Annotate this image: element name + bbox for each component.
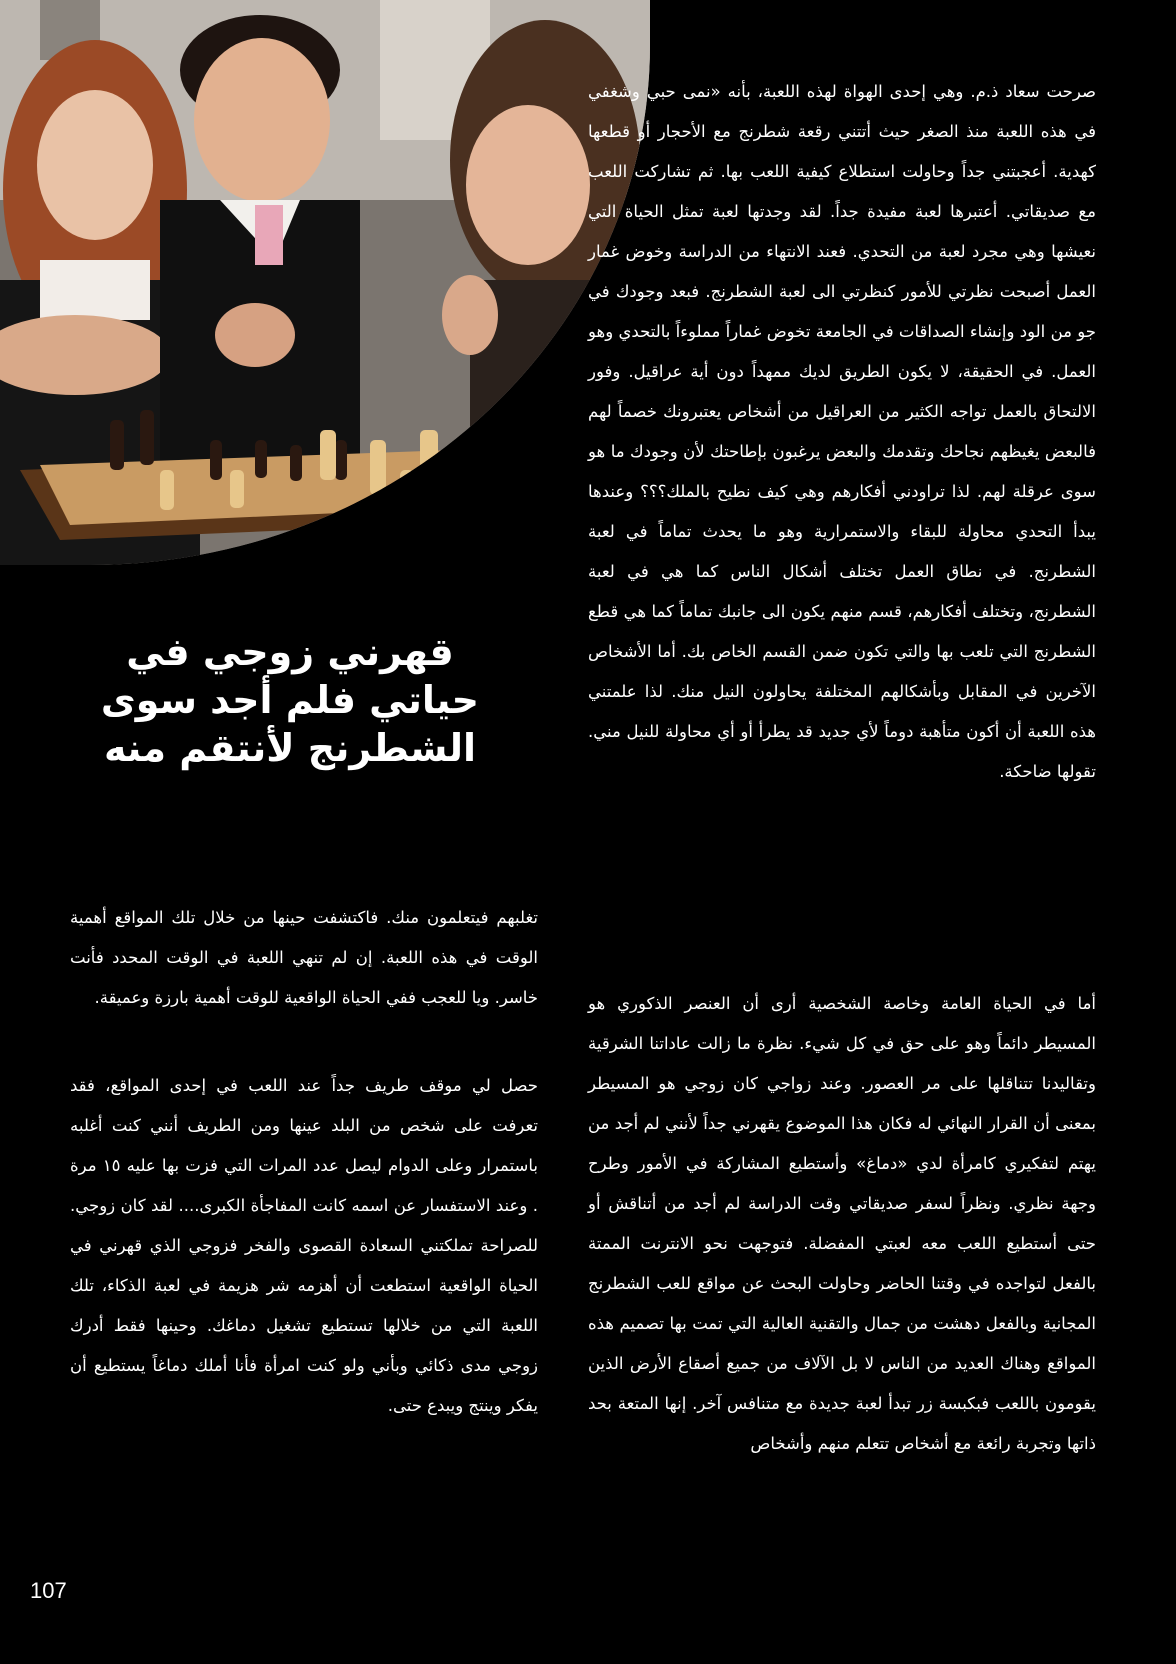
- article-left-column-1: تغلبهم فيتعلمون منك. فاكتشفت حينها من خلال تلك المواقع أهمية الوقت في هذه اللعبة. إن لم تنهي اللعبة في الوقت المحدد فأنت خاسر. ويا للعجب ففي الحياة الواقعية للوقت أهمية بارزة وعميقة.: [70, 908, 538, 1007]
- photo-illustration: [0, 0, 650, 565]
- article-headline: قهرني زوجي في حياتي فلم أجد سوى الشطرنج لأنتقم منه: [100, 630, 480, 770]
- page-number: 107: [30, 1578, 67, 1603]
- article-left-column-2: حصل لي موقف طريف جداً عند اللعب في إحدى المواقع، فقد تعرفت على شخص من البلد عينها ومن الطريف أنني كنت أغلبه باستمرار وعلى الدوام ليصل عدد المرات التي فزت بها عليه ١٥ مرة . وعند الاستفسار عن اسمه كانت المفاجأة الكبرى.... لقد كان زوجي. للصراحة تملكتني السعادة القصوى والفخر فزوجي الذي قهرني في الحياة الواقعية استطعت أن أهزمه شر هزيمة في لعبة الذكاء، تلك اللعبة التي من خلالها تستطيع تشغيل دماغك. وحينها فقط أدرك زوجي مدى ذكائي وبأني ولو كنت امرأة فأنا أملك دماغاً يستطيع أن يفكر وينتج ويبدع حتى.: [70, 1076, 538, 1415]
- chess-players-photo: [0, 0, 650, 565]
- article-right-column-1: صرحت سعاد ذ.م. وهي إحدى الهواة لهذه اللعبة، بأنه «نمى حبي وشغفي في هذه اللعبة منذ الصغر حيث أتتني رقعة شطرنج مع الأحجار أو قطعها كهدية. أعجبتني جداً وحاولت استطلاع كيفية اللعب بها. ثم تشاركت اللعب مع صديقاتي. أعتبرها لعبة مفيدة جداً. لقد وجدتها لعبة تمثل الحياة التي نعيشها وهي مجرد لعبة من التحدي. فعند الانتهاء من الدراسة وخوض غمار العمل أصبحت نظرتي للأمور كنظرتي الى لعبة الشطرنج. فبعد وجودك في جو من الود وإنشاء الصداقات في الجامعة تخوض غماراً مملوءاً بالتحدي وهو العمل. في الحقيقة، لا يكون الطريق لديك ممهداً دون أية عراقيل. وفور الالتحاق بالعمل تواجه الكثير من العراقيل من أشخاص يعتبرونك خصماً لهم فالبعض يغيظهم نجاحك وتقدمك والبعض يرغبون بإطاحتك لأن وجودك ما هو سوى عرقلة لهم. لذا تراودني أفكارهم وهي كيف نطيح بالملك؟؟؟ وعندها يبدأ التحدي محاولة للبقاء والاستمرارية وهو ما يحدث تماماً في لعبة الشطرنج. في نطاق العمل تختلف أشكال الناس كما هي في لعبة الشطرنج، وتختلف أفكارهم، قسم منهم يكون الى جانبك تماماً كما هي قطع الشطرنج التي تلعب بها والتي تكون ضمن القسم الخاص بك. أما الأشخاص الآخرين في المقابل وبأشكالهم المختلفة يحاولون النيل منك. لذا علمتني هذه اللعبة أن أكون متأهبة دوماً لأي جديد قد يطرأ أو أي محاولة للنيل مني. تقولها ضاحكة.: [588, 82, 1096, 781]
- article-right-column-2: أما في الحياة العامة وخاصة الشخصية أرى أن العنصر الذكوري هو المسيطر دائماً وهو على حق في كل شيء. نظرة ما زالت عاداتنا الشرقية وتقاليدنا تتناقلها على مر العصور. وعند زواجي كان زوجي هو المسيطر بمعنى أن القرار النهائي له فكان هذا الموضوع يقهرني جداً لأنني لم أجد من يهتم لتفكيري كامرأة لدي «دماغ» وأستطيع المشاركة في الأمور وطرح وجهة نظري. ونظراً لسفر صديقاتي وقت الدراسة لم أجد من أتناقش أو حتى أستطيع اللعب معه لعبتي المفضلة. فتوجهت نحو الانترنت الممتة بالفعل لتواجده في وقتنا الحاضر وحاولت البحث عن مواقع للعب الشطرنج المجانية وبالفعل دهشت من جمال والتقنية العالية التي تمت بها تصميم هذه المواقع وهناك العديد من الناس لا بل الآلاف من جميع أصقاع الأرض الذين يقومون باللعب فبكبسة زر تبدأ لعبة جديدة مع متنافس آخر. إنها المتعة بحد ذاتها وتجربة رائعة مع أشخاص تتعلم منهم وأشخاص: [588, 994, 1096, 1453]
